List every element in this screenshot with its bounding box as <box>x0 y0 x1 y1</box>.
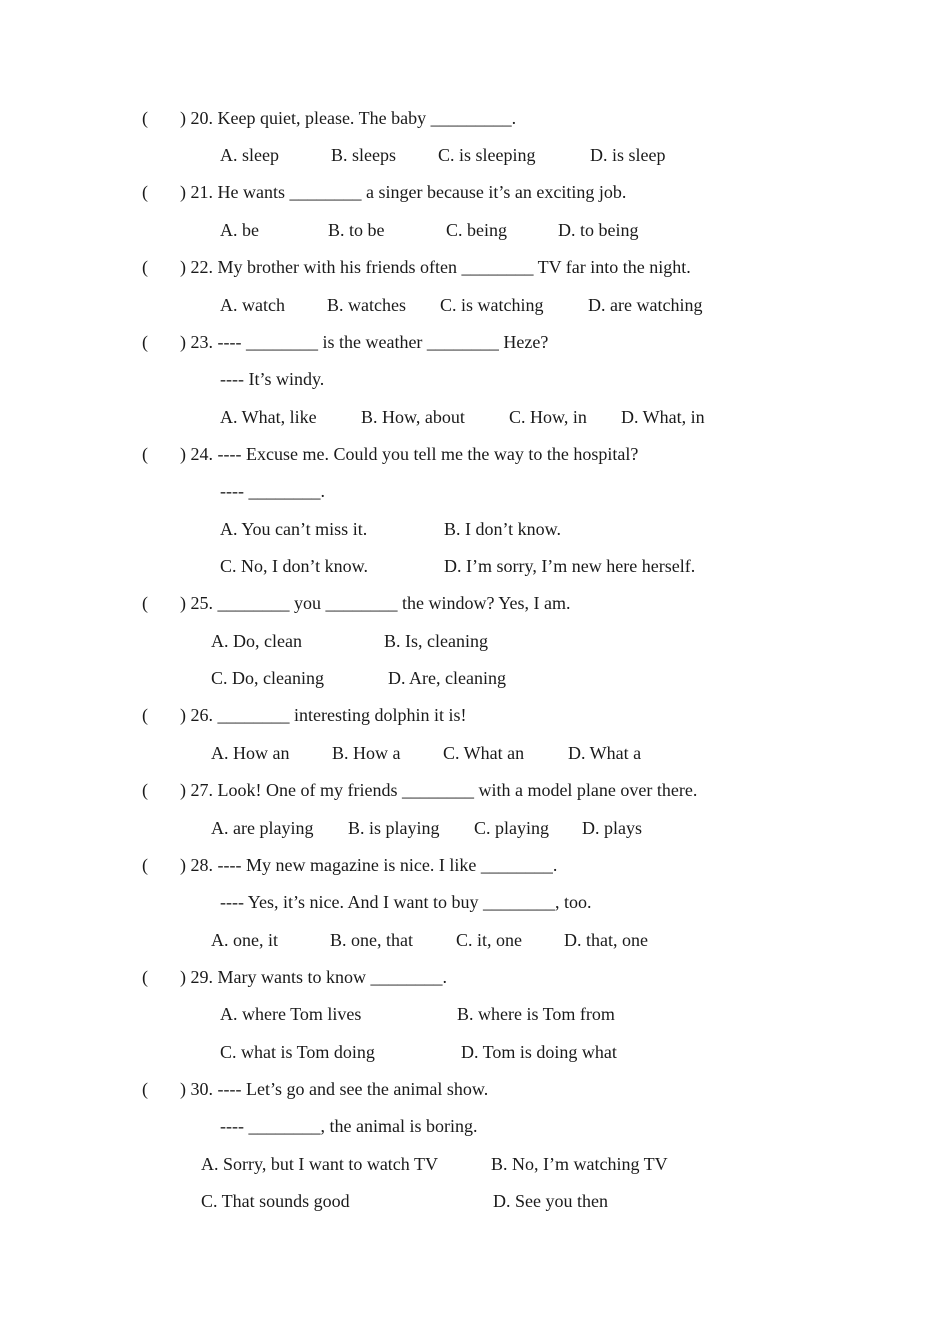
option-c: C. That sounds good <box>201 1191 350 1211</box>
option-a: A. be <box>220 220 259 240</box>
option-c: C. How, in <box>509 407 587 427</box>
option-a: A. What, like <box>220 407 317 427</box>
dialog-reply: ---- ________, the animal is boring. <box>220 1116 478 1136</box>
question-text: ) 30. ---- Let’s go and see the animal show. <box>180 1079 489 1099</box>
option-d: D. I’m sorry, I’m new here herself. <box>444 556 696 576</box>
option-d: D. Are, cleaning <box>388 668 506 688</box>
option-d: D. Tom is doing what <box>461 1042 617 1062</box>
option-d: D. See you then <box>493 1191 608 1211</box>
answer-paren: ( <box>142 593 148 613</box>
answer-paren: ( <box>142 257 148 277</box>
option-b: B. where is Tom from <box>457 1004 615 1024</box>
option-c: C. what is Tom doing <box>220 1042 375 1062</box>
option-a: A. sleep <box>220 145 279 165</box>
question-text: ) 20. Keep quiet, please. The baby _________. <box>180 108 517 128</box>
option-a: A. watch <box>220 295 285 315</box>
option-c: C. is watching <box>440 295 544 315</box>
option-c: C. is sleeping <box>438 145 536 165</box>
option-b: B. is playing <box>348 818 440 838</box>
question-text: ) 25. ________ you ________ the window? Yes, I am. <box>180 593 571 613</box>
answer-paren: ( <box>142 705 148 725</box>
option-b: B. Is, cleaning <box>384 631 488 651</box>
dialog-reply: ---- Yes, it’s nice. And I want to buy ________, too. <box>220 892 592 912</box>
answer-paren: ( <box>142 1079 148 1099</box>
option-a: A. Do, clean <box>211 631 302 651</box>
question-text: ) 29. Mary wants to know ________. <box>180 967 447 987</box>
option-a: A. where Tom lives <box>220 1004 362 1024</box>
answer-paren: ( <box>142 855 148 875</box>
answer-paren: ( <box>142 780 148 800</box>
answer-paren: ( <box>142 108 148 128</box>
option-c: C. What an <box>443 743 525 763</box>
option-c: C. Do, cleaning <box>211 668 324 688</box>
option-d: D. What, in <box>621 407 705 427</box>
option-d: D. that, one <box>564 930 648 950</box>
question-text: ) 27. Look! One of my friends ________ with a model plane over there. <box>180 780 698 800</box>
dialog-reply: ---- It’s windy. <box>220 369 325 389</box>
answer-paren: ( <box>142 967 148 987</box>
question-text: ) 24. ---- Excuse me. Could you tell me the way to the hospital? <box>180 444 639 464</box>
option-b: B. No, I’m watching TV <box>491 1154 668 1174</box>
option-c: C. playing <box>474 818 549 838</box>
option-b: B. I don’t know. <box>444 519 561 539</box>
option-d: D. are watching <box>588 295 703 315</box>
option-b: B. to be <box>328 220 385 240</box>
answer-paren: ( <box>142 182 148 202</box>
option-b: B. How, about <box>361 407 465 427</box>
option-d: D. plays <box>582 818 642 838</box>
option-b: B. watches <box>327 295 406 315</box>
option-d: D. is sleep <box>590 145 666 165</box>
option-b: B. sleeps <box>331 145 396 165</box>
option-c: C. being <box>446 220 507 240</box>
option-a: A. are playing <box>211 818 314 838</box>
dialog-reply: ---- ________. <box>220 481 325 501</box>
option-d: D. What a <box>568 743 642 763</box>
question-text: ) 21. He wants ________ a singer because it’s an exciting job. <box>180 182 627 202</box>
answer-paren: ( <box>142 332 148 352</box>
option-b: B. How a <box>332 743 401 763</box>
question-text: ) 23. ---- ________ is the weather ________ Heze? <box>180 332 549 352</box>
option-a: A. You can’t miss it. <box>220 519 368 539</box>
option-c: C. No, I don’t know. <box>220 556 368 576</box>
question-text: ) 26. ________ interesting dolphin it is! <box>180 705 467 725</box>
option-c: C. it, one <box>456 930 522 950</box>
option-a: A. one, it <box>211 930 278 950</box>
answer-paren: ( <box>142 444 148 464</box>
option-b: B. one, that <box>330 930 413 950</box>
question-text: ) 22. My brother with his friends often ________ TV far into the night. <box>180 257 691 277</box>
option-a: A. Sorry, but I want to watch TV <box>201 1154 438 1174</box>
option-a: A. How an <box>211 743 290 763</box>
question-text: ) 28. ---- My new magazine is nice. I like ________. <box>180 855 558 875</box>
option-d: D. to being <box>558 220 639 240</box>
